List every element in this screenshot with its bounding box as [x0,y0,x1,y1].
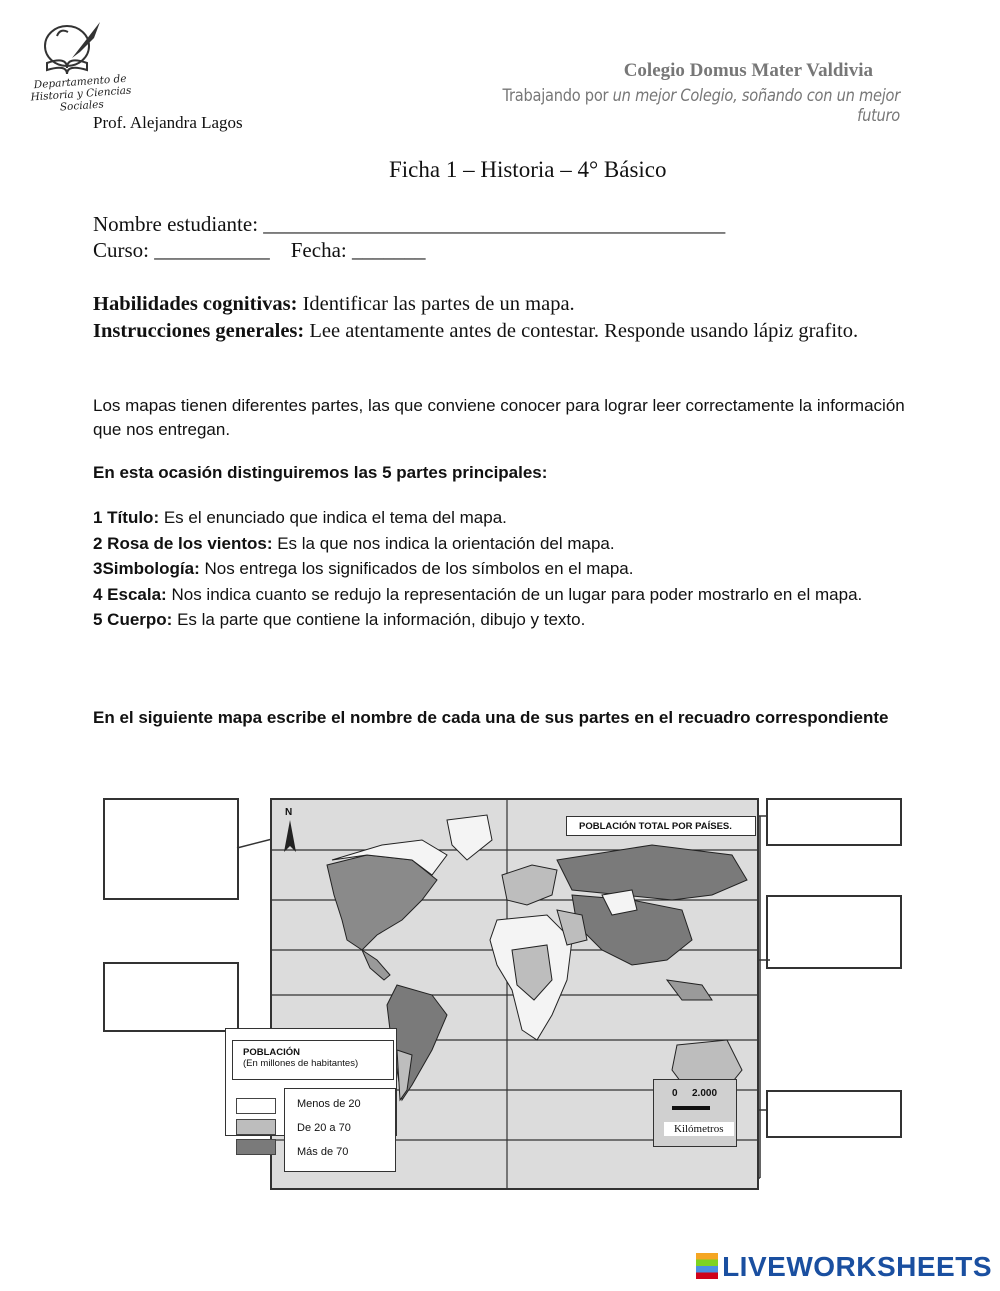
legend-swatch-mid [236,1119,276,1135]
brand-name: LIVEWORKSHEETS [722,1251,992,1282]
department-logo [22,18,132,118]
part-label: 5 Cuerpo: [93,610,173,629]
part-label: 4 Escala: [93,584,167,604]
map-activity [70,770,950,1190]
teacher-name: Prof. Alejandra Lagos [93,113,243,132]
brand-logo-icon [696,1253,718,1279]
scale-bar [672,1106,710,1110]
part-item-scale [93,582,903,608]
compass-arrow-icon [282,820,298,856]
part-label: 2 Rosa de los vientos: [93,533,273,553]
part-text: Es la parte que contiene la información, dibujo y texto. [172,610,586,629]
part-item-compass [93,531,903,557]
part-text: Es el enunciado que indica el tema del mapa. [159,508,507,527]
legend-swatch-high [236,1139,276,1155]
part-text: Nos entrega los significados de los símbolos en el mapa. [199,559,634,578]
instructions-line [93,318,893,345]
motto-part-1: Trabajando por [502,86,613,106]
school-name: Colegio Domus Mater Valdivia [623,60,873,81]
school-motto [470,86,900,126]
skills-text: Identificar las partes de un mapa. [297,293,575,315]
legend-header [232,1040,394,1080]
part-text: Nos indica cuanto se redujo la representación de un lugar para poder mostrarlo en el mapa. [166,584,863,604]
page-title: Ficha 1 – Historia – 4° Básico [389,157,667,182]
instructions-label: Instrucciones generales: [93,320,305,342]
student-name-line: Nombre estudiante: ____________________________________________ [93,212,726,236]
legend-labels [284,1088,396,1172]
instructions-text: Lee atentamente antes de contestar. Responde usando lápiz grafito. [304,320,859,342]
legend-swatch-low [236,1098,276,1114]
part-text: Es la que nos indica la orientación del mapa. [272,533,615,553]
motto-part-2: un mejor Colegio, soñando con un mejor futuro [612,86,900,126]
skills-label: Habilidades cognitivas: [93,293,298,315]
legend-title: POBLACIÓN [243,1047,300,1058]
skills-line [93,291,913,318]
parts-list [93,505,903,633]
part-label: 1 Título: [93,508,160,527]
parts-heading: En esta ocasión distinguiremos las 5 partes principales: [93,463,548,482]
scale-unit: Kilómetros [674,1123,724,1135]
scale-value: 2.000 [692,1088,718,1099]
map-title: POBLACIÓN TOTAL POR PAÍSES. [566,816,756,836]
legend-subtitle: (En millones de habitantes) [243,1058,359,1069]
part-item-legend [93,556,903,582]
legend-item-low: Menos de 20 [297,1098,361,1110]
legend-item-mid: De 20 a 70 [297,1122,351,1134]
scale-zero: 0 [672,1088,678,1099]
north-label: N [285,807,293,818]
course-date-line: Curso: ___________ Fecha: _______ [93,238,426,262]
task-instruction: En el siguiente mapa escribe el nombre de cada una de sus partes en el recuadro correspondiente [93,708,889,727]
brand-footer [696,1251,992,1283]
book-quill-icon [22,18,132,78]
legend-item-high: Más de 70 [297,1146,349,1158]
part-item-title [93,505,903,531]
intro-paragraph: Los mapas tienen diferentes partes, las que conviene conocer para lograr leer correctamente la información que nos entregan. [93,396,905,439]
scale-box [653,1079,737,1147]
part-item-body [93,607,903,633]
part-label: 3Simbología: [93,559,200,578]
logo-text: Departamento de Historia y Ciencias Sociales [30,72,132,114]
